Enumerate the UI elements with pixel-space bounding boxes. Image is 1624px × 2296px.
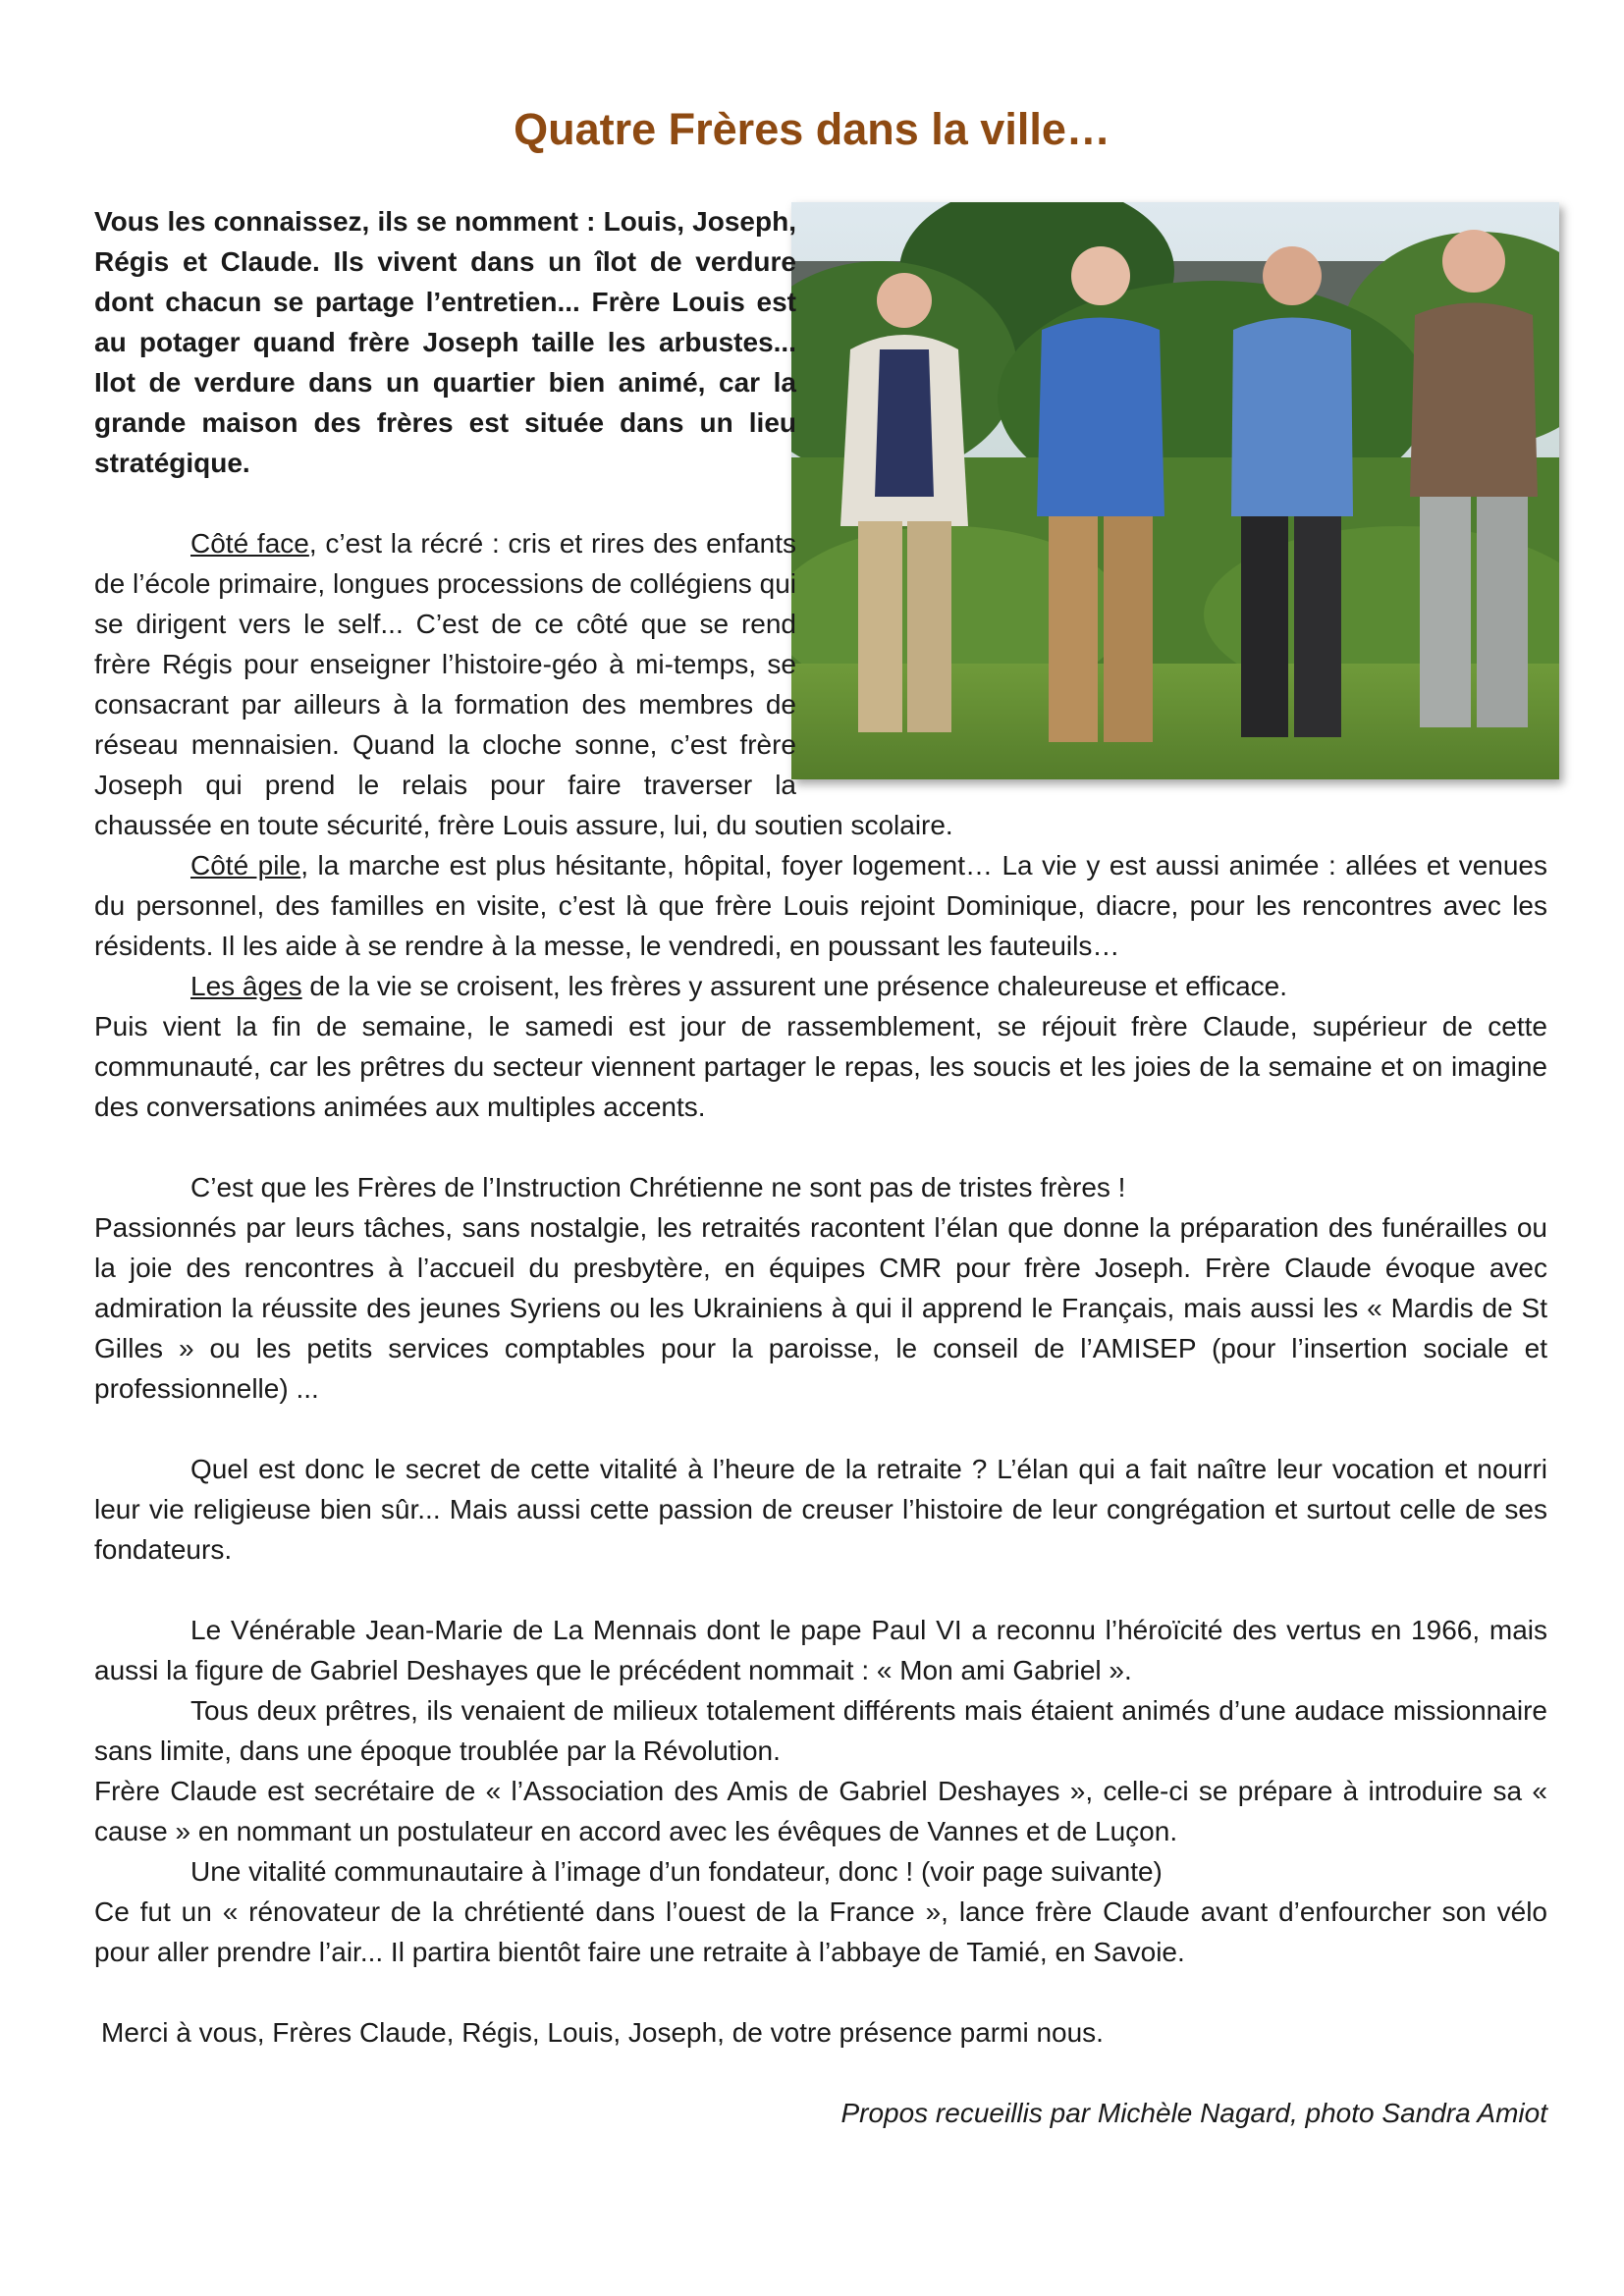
paragraph-les-ages: Les âges de la vie se croisent, les frères y assurent une présence chaleureuse et efficace.: [190, 971, 1288, 1001]
paragraph-passionnes: Passionnés par leurs tâches, sans nostalgie, les retraités racontent l’élan que donne la préparation des funérailles ou la joie des rencontres à l’accueil du presbytère, en équipes CMR pour frère Joseph. Frère Claude évoque avec admiration la réussite des jeunes Syriens ou les Ukrainiens à qui il apprend le Français, mais aussi les « Mardis de St Gilles » ou les petits services comptables pour la paroisse, le conseil de l’AMISEP (pour l’insertion sociale et professionnelle) ...: [94, 1212, 1547, 1404]
paragraph-association: Frère Claude est secrétaire de « l’Association des Amis de Gabriel Deshayes », celle-ci se prépare à introduire sa « cause » en nommant un postulateur en accord avec les évêques de Vannes et de Luçon.: [94, 1776, 1547, 1846]
page-title: Quatre Frères dans la ville…: [514, 104, 1110, 154]
cote-pile-label: Côté pile: [190, 850, 301, 881]
photo-credit: Propos recueillis par Michèle Nagard, photo Sandra Amiot: [840, 2098, 1547, 2128]
paragraph-freres: C’est que les Frères de l’Instruction Chrétienne ne sont pas de tristes frères !: [190, 1172, 1126, 1202]
thanks-paragraph: Merci à vous, Frères Claude, Régis, Louis, Joseph, de votre présence parmi nous.: [101, 2017, 1104, 2048]
paragraph-weekend: Puis vient la fin de semaine, le samedi est jour de rassemblement, se réjouit frère Claude, supérieur de cette communauté, car les prêtres du secteur viennent partager le repas, les soucis et les joies de la semaine et on imagine des conversations animées aux multiples accents.: [94, 1011, 1547, 1122]
paragraph-la-mennais: Le Vénérable Jean-Marie de La Mennais dont le pape Paul VI a reconnu l’héroïcité des vertus en 1966, mais aussi la figure de Gabriel Deshayes que le précédent nommait : « Mon ami Gabriel ».: [94, 1615, 1547, 1685]
paragraph-renovateur: Ce fut un « rénovateur de la chrétienté dans l’ouest de la France », lance frère Claude avant d’enfourcher son vélo pour aller prendre l’air... Il partira bientôt faire une retraite à l’abbaye de Tamié, en Savoie.: [94, 1896, 1547, 1967]
paragraph-vitalite: Quel est donc le secret de cette vitalité à l’heure de la retraite ? L’élan qui a fait naître leur vocation et nourri leur vie religieuse bien sûr... Mais aussi cette passion de creuser l’histoire de leur congrégation et surtout celle de ses fondateurs.: [94, 1454, 1547, 1565]
paragraph-pretres: Tous deux prêtres, ils venaient de milieux totalement différents mais étaient animés d’une audace missionnaire sans limite, dans une époque troublée par la Révolution.: [94, 1695, 1547, 1766]
cote-face-label: Côté face: [190, 528, 309, 559]
intro-paragraph: Vous les connaissez, ils se nomment : Louis, Joseph, Régis et Claude. Ils vivent dans un îlot de verdure dont chacun se partage l’entretien... Frère Louis est au potager quand frère Joseph taille les arbustes... Ilot de verdure dans un quartier bien animé, car la grande maison des frères est située dans un lieu stratégique.: [94, 206, 796, 478]
les-ages-label: Les âges: [190, 971, 302, 1001]
paragraph-fondateur: Une vitalité communautaire à l’image d’un fondateur, donc ! (voir page suivante): [190, 1856, 1163, 1887]
paragraph-cote-pile: Côté pile, la marche est plus hésitante, hôpital, foyer logement… La vie y est aussi animée : allées et venues du personnel, des familles en visite, c’est là que frère Louis rejoint Dominique, diacre, pour les rencontres avec les résidents. Il les aide à se rendre à la messe, le vendredi, en poussant les fauteuils…: [94, 850, 1548, 961]
article-body: [94, 201, 1547, 2133]
paragraph-cote-face: Côté face, c’est la récré : cris et rires des enfants de l’école primaire, longues processions de collégiens qui se dirigent vers le self... C’est de ce côté que se rend frère Régis pour enseigner l’histoire-géo à mi-temps, se consacrant par ailleurs à la formation des membres de réseau mennaisien. Quand la cloche sonne, c’est frère Joseph qui prend le relais pour faire traverser la chaussée en toute sécurité, frère Louis assure, lui, du soutien scolaire.: [94, 528, 953, 840]
